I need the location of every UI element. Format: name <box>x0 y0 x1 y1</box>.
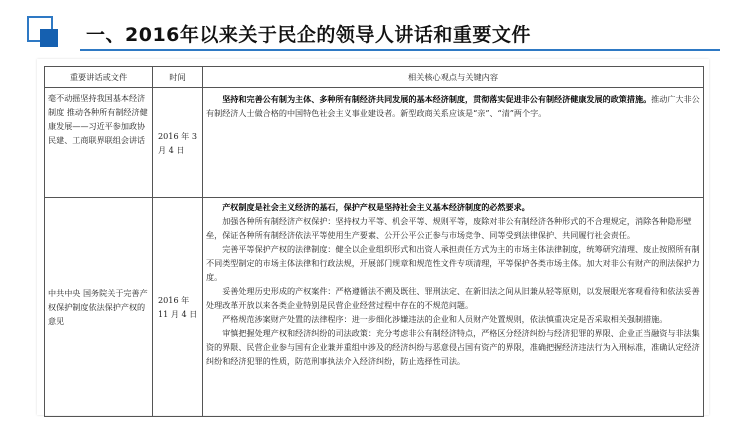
header-content: 相关核心观点与关键内容 <box>203 67 704 88</box>
content-bold: 坚持和完善公有制为主体、多种所有制经济共同发展的基本经济制度，贯彻落实促进非公有制经济健康发展的政策措施。 <box>222 94 652 104</box>
row-time: 2016 年 11 月 4 日 <box>153 198 203 417</box>
content-paragraph: 审慎把握处理产权和经济纠纷的司法政策：充分考虑非公有制经济特点，严格区分经济纠纷与经济犯罪的界限、企业正当融资与非法集资的界限、民营企业参与国有企业兼并重组中涉及的经济纠纷与恶意侵占国有资产的界限，准确把握经济违法行为入刑标准，准确认定经济纠纷和经济犯罪的性质，防范刑事执法介入经济纠纷，防止选择性司法。 <box>206 328 700 366</box>
content-paragraph: 完善平等保护产权的法律制度：健全以企业组织形式和出资人承担责任方式为主的市场主体法律制度，统筹研究清理、废止按照所有制不同类型制定的市场主体法律和行政法规，开展部门规章和规范性文件专项清理，平等保护各类市场主体。加大对非公有财产的刑法保护力度。 <box>206 244 700 282</box>
row-document: 中共中央 国务院关于完善产权保护制度依法保护产权的意见 <box>45 198 153 417</box>
row-content <box>203 88 704 198</box>
row-time: 2016 年 3 月 4 日 <box>153 88 203 198</box>
content-bold: 产权制度是社会主义经济的基石，保护产权是坚持社会主义基本经济制度的必然要求。 <box>222 202 530 212</box>
row-document: 毫不动摇坚持我国基本经济制度 推动各种所有制经济健康发展——习近平参加政协民建、工商联界联组会讲话 <box>45 88 153 198</box>
title-decoration-square <box>40 29 58 47</box>
document-image <box>37 59 709 415</box>
slide-title: 一、2016年以来关于民企的领导人讲话和重要文件 <box>86 24 531 46</box>
title-underline <box>80 49 720 51</box>
row-content <box>203 198 704 417</box>
table-row <box>45 198 704 417</box>
header-document: 重要讲话或文件 <box>45 67 153 88</box>
content-paragraph: 加强各种所有制经济产权保护：坚持权力平等、机会平等、规则平等，废除对非公有制经济各种形式的不合理规定，消除各种隐形壁垒，保证各种所有制经济依法平等使用生产要素、公开公平公正参与市场竞争、同等受到法律保护、共同履行社会责任。 <box>206 216 692 240</box>
content-text: 推动广大非公有制经济人士做合格的中国特色社会主义事业建设者。新型政商关系应该是“亲”、“清”两个字。 <box>206 94 700 118</box>
content-paragraph <box>206 92 700 120</box>
table-row <box>45 88 704 198</box>
policy-table <box>44 66 704 417</box>
content-paragraph: 妥善处理历史形成的产权案件：严格遵循法不溯及既往、罪刑法定、在新旧法之间从旧兼从轻等原则，以发展眼光客观看待和依法妥善处理改革开放以来各类企业特别是民营企业经营过程中存在的不规范问题。 <box>206 286 700 310</box>
header-time: 时间 <box>153 67 203 88</box>
content-paragraph <box>206 200 700 214</box>
table-header-row <box>45 67 704 88</box>
content-paragraph: 严格规范涉案财产处置的法律程序：进一步细化涉嫌违法的企业和人员财产处置规则，依法慎重决定是否采取相关强制措施。 <box>222 314 668 324</box>
